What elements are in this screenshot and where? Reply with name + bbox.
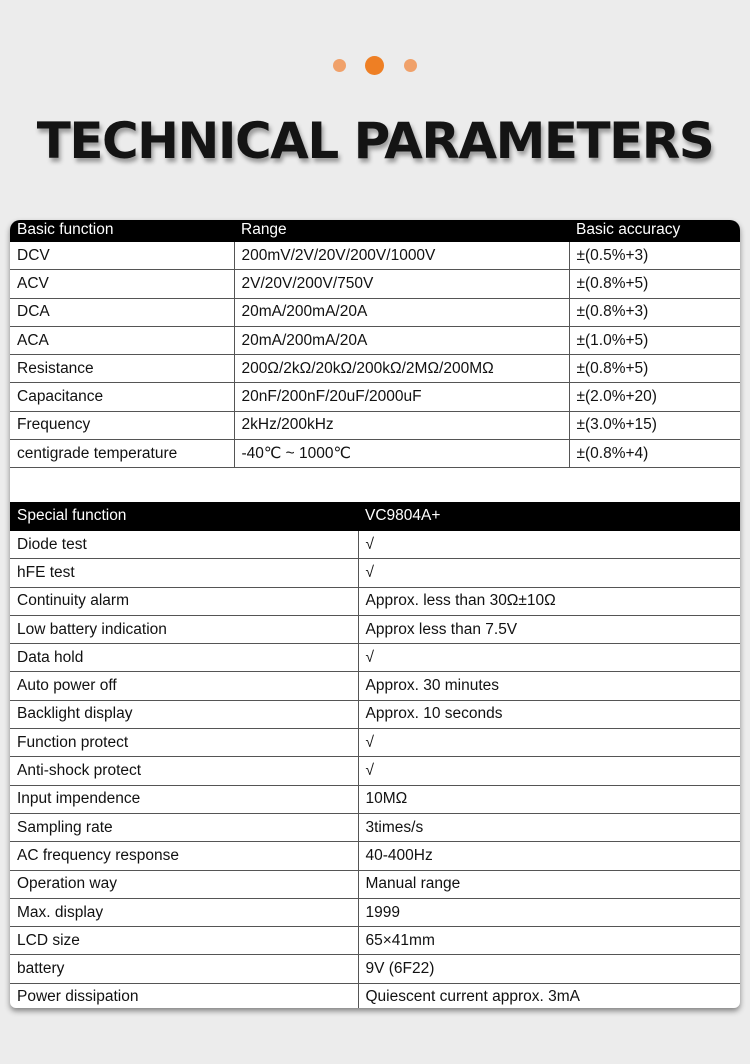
table-row: [10, 242, 740, 270]
table-cell: 3times/s: [358, 813, 740, 841]
table-row: [10, 326, 740, 354]
table-cell: 2kHz/200kHz: [234, 411, 569, 439]
table-row: [10, 870, 740, 898]
table-cell: hFE test: [10, 559, 358, 587]
table-cell: Anti-shock protect: [10, 757, 358, 785]
table-cell: Data hold: [10, 644, 358, 672]
table-row: [10, 785, 740, 813]
table-cell: centigrade temperature: [10, 440, 234, 468]
table-row: [10, 270, 740, 298]
table-cell: ±(3.0%+15): [569, 411, 740, 439]
table-cell: √: [358, 559, 740, 587]
table-cell: Approx less than 7.5V: [358, 615, 740, 643]
page-title: TECHNICAL PARAMETERS: [36, 112, 714, 170]
table-cell: Frequency: [10, 411, 234, 439]
table-cell: 20nF/200nF/20uF/2000uF: [234, 383, 569, 411]
table-cell: Diode test: [10, 531, 358, 559]
table-row: [10, 700, 740, 728]
table-cell: 20mA/200mA/20A: [234, 298, 569, 326]
table-cell: ±(0.8%+5): [569, 355, 740, 383]
table-cell: Continuity alarm: [10, 587, 358, 615]
table-cell: 65×41mm: [358, 927, 740, 955]
table-cell: √: [358, 531, 740, 559]
table-row: [10, 842, 740, 870]
table-cell: √: [358, 757, 740, 785]
table-header-row: [10, 502, 740, 531]
column-header: Basic accuracy: [569, 220, 740, 242]
table-cell: 1999: [358, 898, 740, 926]
table-row: [10, 383, 740, 411]
table-row: [10, 411, 740, 439]
table-row: [10, 644, 740, 672]
basic-function-table: [10, 220, 740, 468]
table-row: [10, 898, 740, 926]
table-cell: ACV: [10, 270, 234, 298]
dot-indicator-active: [365, 56, 384, 75]
table-cell: LCD size: [10, 927, 358, 955]
special-function-table: [10, 502, 740, 1008]
table-row: [10, 955, 740, 983]
table-cell: Low battery indication: [10, 615, 358, 643]
table-row: [10, 983, 740, 1008]
dot-indicator: [404, 59, 417, 72]
table-cell: ±(0.8%+3): [569, 298, 740, 326]
table-row: [10, 813, 740, 841]
table-cell: Approx. less than 30Ω±10Ω: [358, 587, 740, 615]
table-cell: Capacitance: [10, 383, 234, 411]
column-header: Special function: [10, 502, 358, 531]
table-cell: Operation way: [10, 870, 358, 898]
table-cell: Quiescent current approx. 3mA: [365, 988, 581, 1006]
table-cell: ACA: [10, 326, 234, 354]
table-row: [10, 927, 740, 955]
parameters-sheet: [10, 220, 740, 1008]
table-cell: DCV: [10, 242, 234, 270]
table-row: [10, 355, 740, 383]
pagination-dots: [0, 54, 750, 76]
table-row: [10, 298, 740, 326]
table-cell: Approx. 30 minutes: [358, 672, 740, 700]
table-cell: Power dissipation: [10, 983, 358, 1008]
table-cell: Resistance: [10, 355, 234, 383]
table-cell: -40℃ ~ 1000℃: [234, 440, 569, 468]
table-cell: Function protect: [10, 729, 358, 757]
table-cell: Max. display: [10, 898, 358, 926]
dot-indicator: [333, 59, 346, 72]
table-cell: 9V (6F22): [358, 955, 740, 983]
table-cell: Manual range: [358, 870, 740, 898]
column-header: VC9804A+: [358, 502, 740, 531]
table-cell: √: [358, 644, 740, 672]
table-cell: √: [358, 729, 740, 757]
table-row: [10, 757, 740, 785]
column-header: Range: [234, 220, 569, 242]
table-cell: AC frequency response: [10, 842, 358, 870]
table-cell: DCA: [10, 298, 234, 326]
table-cell: ±(0.8%+5): [569, 270, 740, 298]
table-cell: Sampling rate: [10, 813, 358, 841]
table-cell: 200Ω/2kΩ/20kΩ/200kΩ/2MΩ/200MΩ: [234, 355, 569, 383]
column-header: Basic function: [10, 220, 234, 242]
table-cell: ±(0.8%+4): [569, 440, 740, 468]
table-cell: 200mV/2V/20V/200V/1000V: [234, 242, 569, 270]
table-cell: Auto power off: [10, 672, 358, 700]
table-cell: ±(1.0%+5): [569, 326, 740, 354]
table-cell: ±(0.5%+3): [569, 242, 740, 270]
table-cell: ±(2.0%+20): [569, 383, 740, 411]
table-cell: 2V/20V/200V/750V: [234, 270, 569, 298]
table-cell: Approx. 10 seconds: [358, 700, 740, 728]
table-cell: 10MΩ: [358, 785, 740, 813]
table-cell: battery: [10, 955, 358, 983]
table-cell: 20mA/200mA/20A: [234, 326, 569, 354]
table-cell: Input impendence: [10, 785, 358, 813]
table-header-row: [10, 220, 740, 242]
table-row: [10, 559, 740, 587]
table-row: [10, 587, 740, 615]
table-row: [10, 672, 740, 700]
table-cell: Backlight display: [10, 700, 358, 728]
table-row: [10, 531, 740, 559]
table-row: [10, 729, 740, 757]
table-row: [10, 440, 740, 468]
table-cell: 40-400Hz: [358, 842, 740, 870]
table-row: [10, 615, 740, 643]
